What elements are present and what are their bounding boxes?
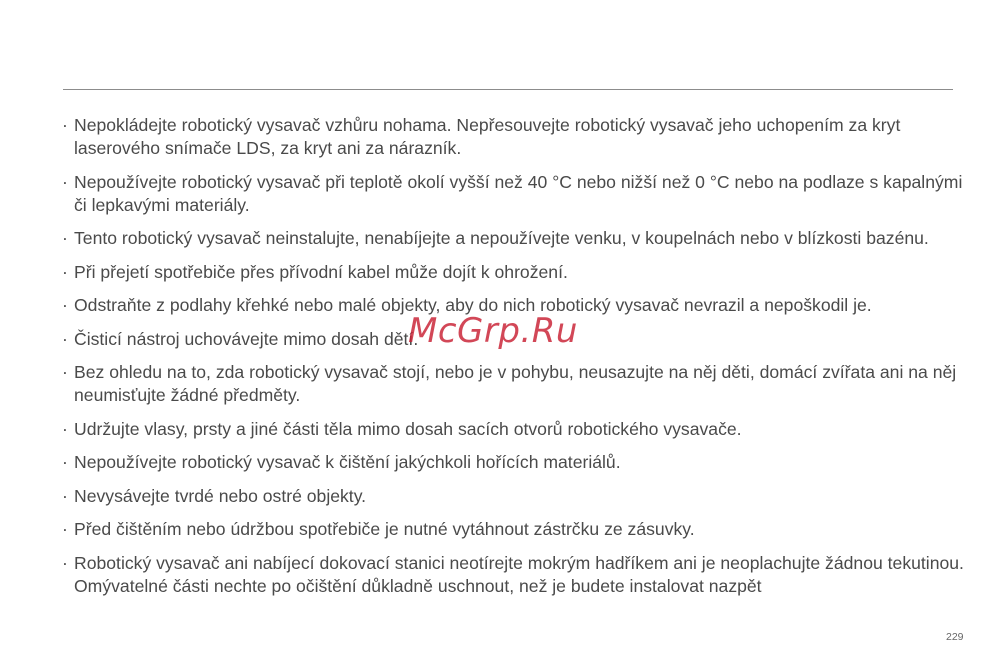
list-item-text: Odstraňte z podlahy křehké nebo malé objekty, aby do nich robotický vysavač nevrazil a nepoškodil je. <box>74 295 872 315</box>
list-item <box>62 552 967 598</box>
list-item <box>62 451 967 474</box>
list-item <box>62 361 967 407</box>
list-item <box>62 294 967 317</box>
list-item-text: Čisticí nástroj uchovávejte mimo dosah dětí. <box>74 328 419 349</box>
bullet-mark: · <box>62 295 68 315</box>
bullet-mark: · <box>62 228 68 248</box>
watermark-text: McGrp.Ru <box>408 311 578 351</box>
list-item-text: Před čištěním nebo údržbou spotřebiče je nutné vytáhnout zástrčku ze zásuvky. <box>74 519 695 539</box>
list-item-text: Tento robotický vysavač neinstalujte, nenabíjejte a nepoužívejte venku, v koupelnách nebo v blízkosti bazénu. <box>74 228 929 248</box>
bullet-mark: · <box>62 552 68 573</box>
list-item <box>62 485 967 508</box>
list-item <box>62 114 967 160</box>
bullet-mark: · <box>62 261 68 282</box>
list-item <box>62 261 967 284</box>
list-item <box>62 518 967 541</box>
list-item-text: Robotický vysavač ani nabíjecí dokovací stanici neotírejte mokrým hadříkem ani je neoplachujte žádnou tekutinou. Omývatelné části nechte po očištění důkladně uschnout, než je budete instalovat nazpět <box>74 552 964 596</box>
list-item-text: Nepokládejte robotický vysavač vzhůru nohama. Nepřesouvejte robotický vysavač jeho uchopením za kryt laserového snímače LDS, za kryt ani za nárazník. <box>74 115 901 158</box>
list-item-text: Bez ohledu na to, zda robotický vysavač stojí, nebo je v pohybu, neusazujte na něj děti, domácí zvířata ani na něj neumisťujte žádné předměty. <box>74 362 957 405</box>
safety-instructions-list <box>62 114 967 608</box>
bullet-mark: · <box>62 485 68 506</box>
list-item-text: Nepoužívejte robotický vysavač k čištění jakýchkoli hořících materiálů. <box>74 452 621 472</box>
list-item-text: Nepoužívejte robotický vysavač při teplotě okolí vyšší než 40 °C nebo nižší než 0 °C nebo na podlaze s kapalnými či lepkavými materiály. <box>74 171 963 215</box>
bullet-mark: · <box>62 328 68 349</box>
list-item-text: Při přejetí spotřebiče přes přívodní kabel může dojít k ohrožení. <box>74 261 568 282</box>
bullet-mark: · <box>62 519 68 539</box>
page-number: 229 <box>946 631 964 643</box>
top-divider-line <box>63 89 953 90</box>
list-item <box>62 328 967 351</box>
bullet-mark: · <box>62 362 68 382</box>
list-item <box>62 227 967 250</box>
list-item-text: Nevysávejte tvrdé nebo ostré objekty. <box>74 485 367 506</box>
bullet-mark: · <box>62 418 68 439</box>
list-item <box>62 418 967 441</box>
list-item <box>62 171 967 217</box>
list-item-text: Udržujte vlasy, prsty a jiné části těla mimo dosah sacích otvorů robotického vysavače. <box>74 418 742 439</box>
bullet-mark: · <box>62 115 68 135</box>
bullet-mark: · <box>62 452 68 472</box>
bullet-mark: · <box>62 171 68 192</box>
